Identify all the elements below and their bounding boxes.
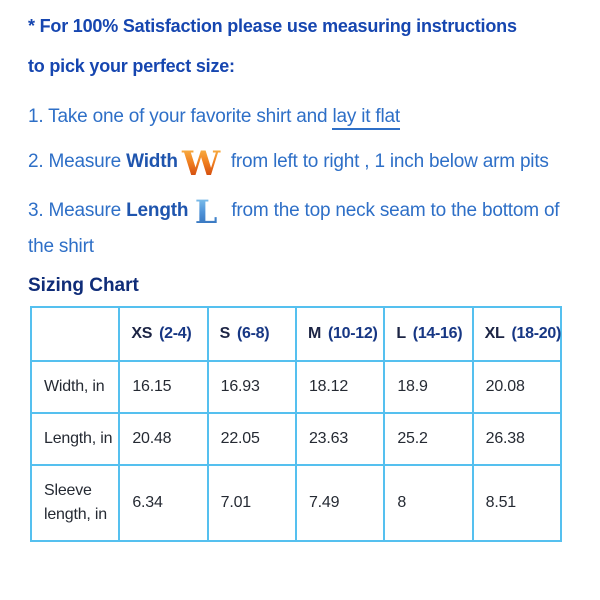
length-letter-icon [194,192,218,230]
lay-it-flat-underlined-text: lay it flat [332,106,400,130]
measuring-instructions-page [28,6,582,542]
svg-text:W: W [181,144,220,184]
svg-text:L: L [195,193,218,231]
satisfaction-note-line2: to pick your perfect size: [28,56,235,76]
size-col-xl [473,307,561,361]
size-header-row [31,307,561,361]
size-col-m [296,307,384,361]
step-1 [28,104,582,130]
size-col-xs [119,307,207,361]
sizing-chart-title: Sizing Chart [28,275,139,296]
sleeve-l-cell: 8 [384,465,472,541]
length-row [31,413,561,465]
step-2-lead: 2. Measure [28,151,127,173]
step-2 [28,142,582,182]
size-range: (2-4) [159,325,192,342]
row-label-length: Length, in [31,413,119,465]
step-1-text: 1. Take one of your favorite shirt and [28,106,333,127]
sleeve-s-cell: 7.01 [208,465,296,541]
width-keyword: Width [126,151,178,173]
width-xs-cell: 16.15 [119,361,207,413]
step-3-lead: 3. Measure [28,200,127,222]
sleeve-length-row [31,465,561,541]
satisfaction-note [28,6,582,86]
sleeve-xs-cell: 6.34 [119,465,207,541]
satisfaction-note-line1: * For 100% Satisfaction please use measuring instructions [28,16,517,36]
size-col-l [384,307,472,361]
size-col-s [208,307,296,361]
sleeve-xl-cell: 8.51 [473,465,561,541]
width-s-cell: 16.93 [208,361,296,413]
size-label: XL [484,325,505,342]
length-xl-cell: 26.38 [473,413,561,465]
size-range: (14-16) [412,325,463,342]
row-label-sleeve-length: Sleeve length, in [31,465,119,541]
corner-cell [31,307,119,361]
width-letter-icon [181,142,220,184]
width-xl-cell: 20.08 [473,361,561,413]
length-m-cell: 23.63 [296,413,384,465]
step-3-rest: from the top neck seam to the bottom of [226,200,560,222]
size-range: (10-12) [328,325,378,342]
width-m-cell: 18.12 [296,361,384,413]
size-label: XS [131,325,153,342]
row-label-width: Width, in [31,361,119,413]
length-s-cell: 22.05 [208,413,296,465]
step-2-rest: from left to right , 1 inch below arm pits [225,151,549,173]
length-l-cell: 25.2 [384,413,472,465]
sleeve-m-cell: 7.49 [296,465,384,541]
size-label: M [307,325,322,342]
width-l-cell: 18.9 [384,361,472,413]
size-label: L [396,325,406,342]
size-label: S [219,325,231,342]
size-range: (18-20) [511,325,561,342]
length-keyword: Length [126,200,189,222]
sizing-chart-table [30,306,562,542]
step-3 [28,192,582,264]
width-row [31,361,561,413]
size-range: (6-8) [237,325,270,342]
step-3-line2: the shirt [28,236,94,257]
length-xs-cell: 20.48 [119,413,207,465]
